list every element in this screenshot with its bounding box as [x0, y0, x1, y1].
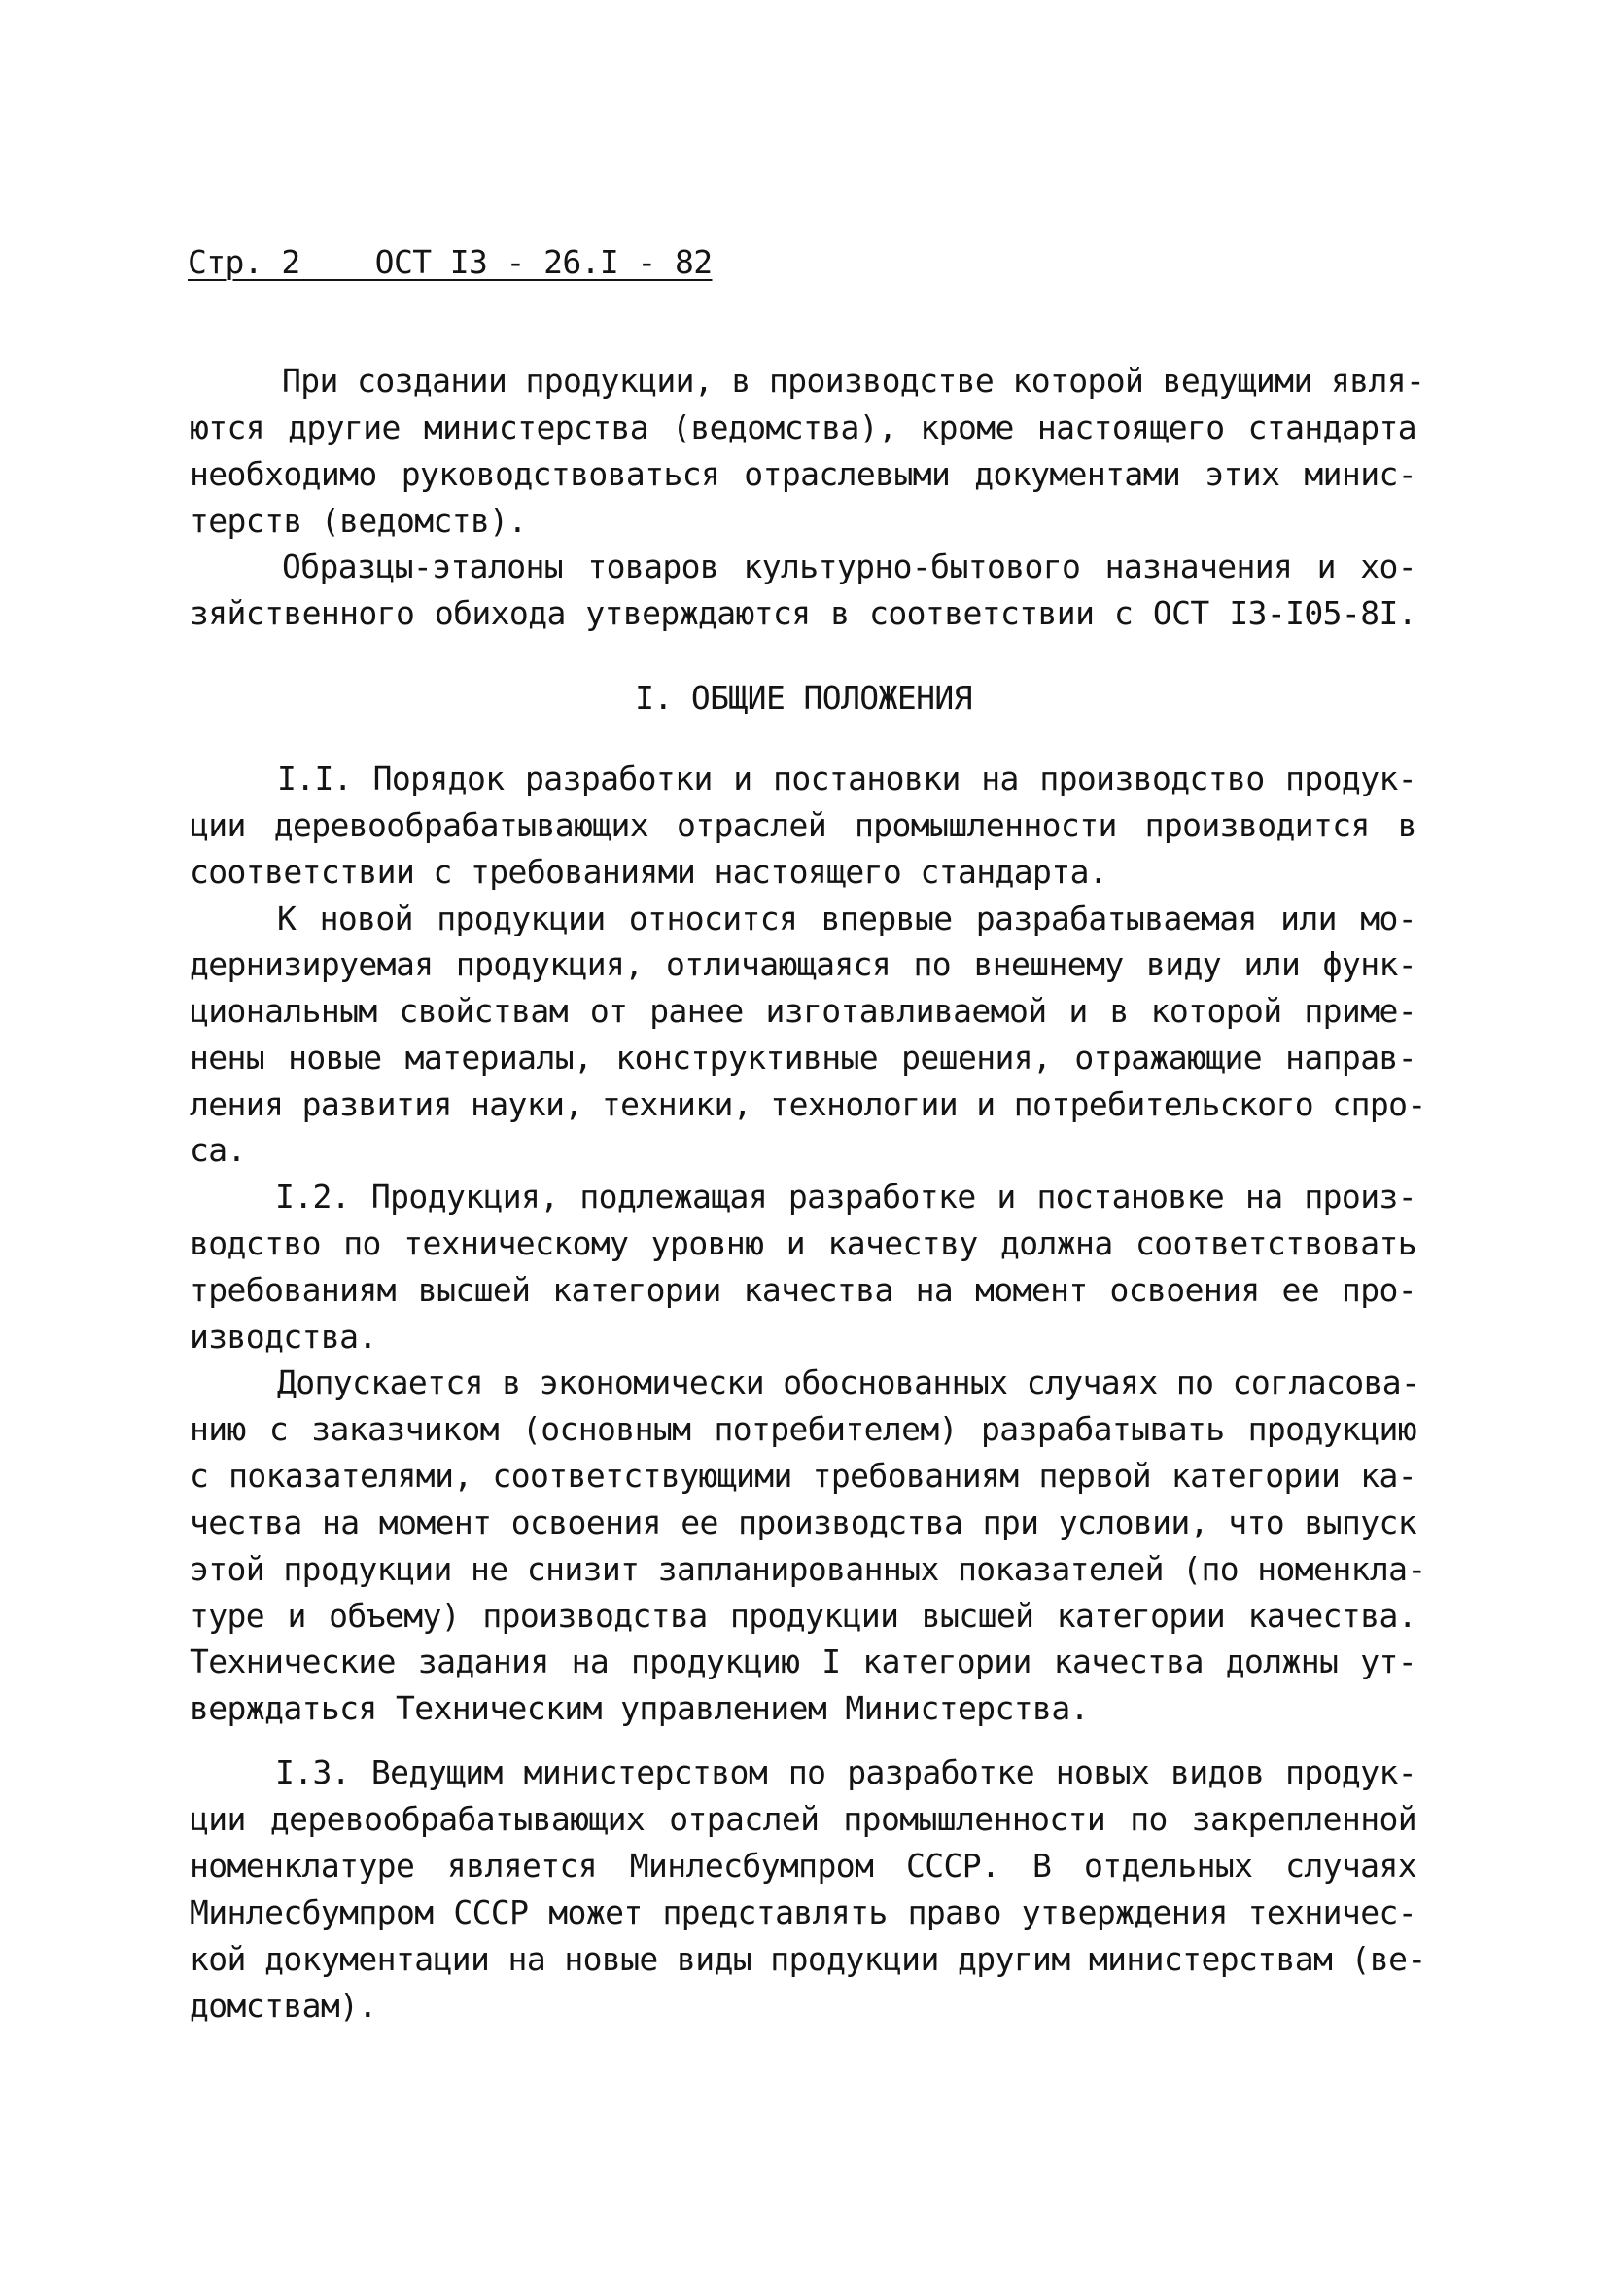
intro-line-5: Образцы-эталоны товаров культурно-бытового назначения и хо- [282, 548, 1416, 585]
p1-2-line-4: изводства. [190, 1318, 377, 1356]
p1-3-line-3: номенклатуре является Минлесбумпром СССР. В отдельных случаях [190, 1847, 1416, 1885]
p1-1-line-2: ции деревообрабатывающих отраслей промышленности производится в [190, 806, 1416, 844]
p-new-line-5: ления развития науки, техники, технологии и потребительского спро- [190, 1085, 1426, 1123]
p1-3-line-5: кой документации на новые виды продукции другим министерствам (ве- [190, 1940, 1426, 1978]
p-allowed-line-3: с показателями, соответствующими требованиям первой категории ка- [190, 1457, 1416, 1495]
p1-3-line-2: ции деревообрабатывающих отраслей промышленности по закрепленной [190, 1800, 1416, 1838]
p-new-line-4: нены новые материалы, конструктивные решения, отражающие направ- [190, 1039, 1416, 1077]
p-allowed-line-4: чества на момент освоения ее производства при условии, что выпуск [190, 1503, 1416, 1541]
p1-1-line-3: соответствии с требованиями настоящего стандарта. [190, 853, 1108, 891]
p1-3-line-1: I.3. Ведущим министерством по разработке новых видов продук- [275, 1753, 1416, 1791]
p-allowed-line-7: Технические задания на продукцию I категории качества должны ут- [190, 1643, 1416, 1680]
intro-line-3: необходимо руководствоваться отраслевыми документами этих минис- [190, 455, 1416, 493]
p1-2-line-2: водство по техническому уровню и качеству должна соответствовать [190, 1224, 1416, 1262]
intro-line-4: терств (ведомств). [190, 502, 527, 540]
section-title: I. ОБЩИЕ ПОЛОЖЕНИЯ [635, 679, 972, 717]
page-header: Стр. 2 ОСТ I3 - 26.I - 82 [188, 243, 713, 281]
p-allowed-line-2: нию с заказчиком (основным потребителем) разрабатывать продукцию [190, 1410, 1416, 1448]
intro-line-6: зяйственного обихода утверждаются в соответствии с ОСТ I3-I05-8I. [190, 594, 1416, 632]
intro-line-2: ются другие министерства (ведомства), кроме настоящего стандарта [190, 408, 1416, 446]
p-allowed-line-5: этой продукции не снизит запланированных показателей (по номенкла- [190, 1550, 1426, 1588]
p-new-line-2: дернизируемая продукция, отличающаяся по внешнему виду или функ- [190, 945, 1416, 983]
p-new-line-3: циональным свойствам от ранее изготавливаемой и в которой приме- [190, 992, 1416, 1030]
p-allowed-line-1: Допускается в экономически обоснованных случаях по согласова- [277, 1363, 1420, 1401]
p-new-line-6: са. [190, 1131, 246, 1169]
p1-3-line-4: Минлесбумпром СССР может представлять право утверждения техничес- [190, 1893, 1416, 1931]
p1-3-line-6: домствам). [190, 1987, 377, 2025]
p-allowed-line-8: верждаться Техническим управлением Министерства. [190, 1689, 1089, 1727]
p-new-line-1: К новой продукции относится впервые разрабатываемая или мо- [277, 900, 1416, 937]
p1-1-line-1: I.I. Порядок разработки и постановки на производство продук- [277, 759, 1416, 797]
intro-line-1: При создании продукции, в производстве которой ведущими явля- [282, 362, 1425, 400]
p-allowed-line-6: туре и объему) производства продукции высшей категории качества. [190, 1597, 1416, 1635]
p1-2-line-3: требованиям высшей категории качества на момент освоения ее про- [190, 1271, 1416, 1309]
p1-2-line-1: I.2. Продукция, подлежащая разработке и постановке на произ- [275, 1178, 1416, 1216]
